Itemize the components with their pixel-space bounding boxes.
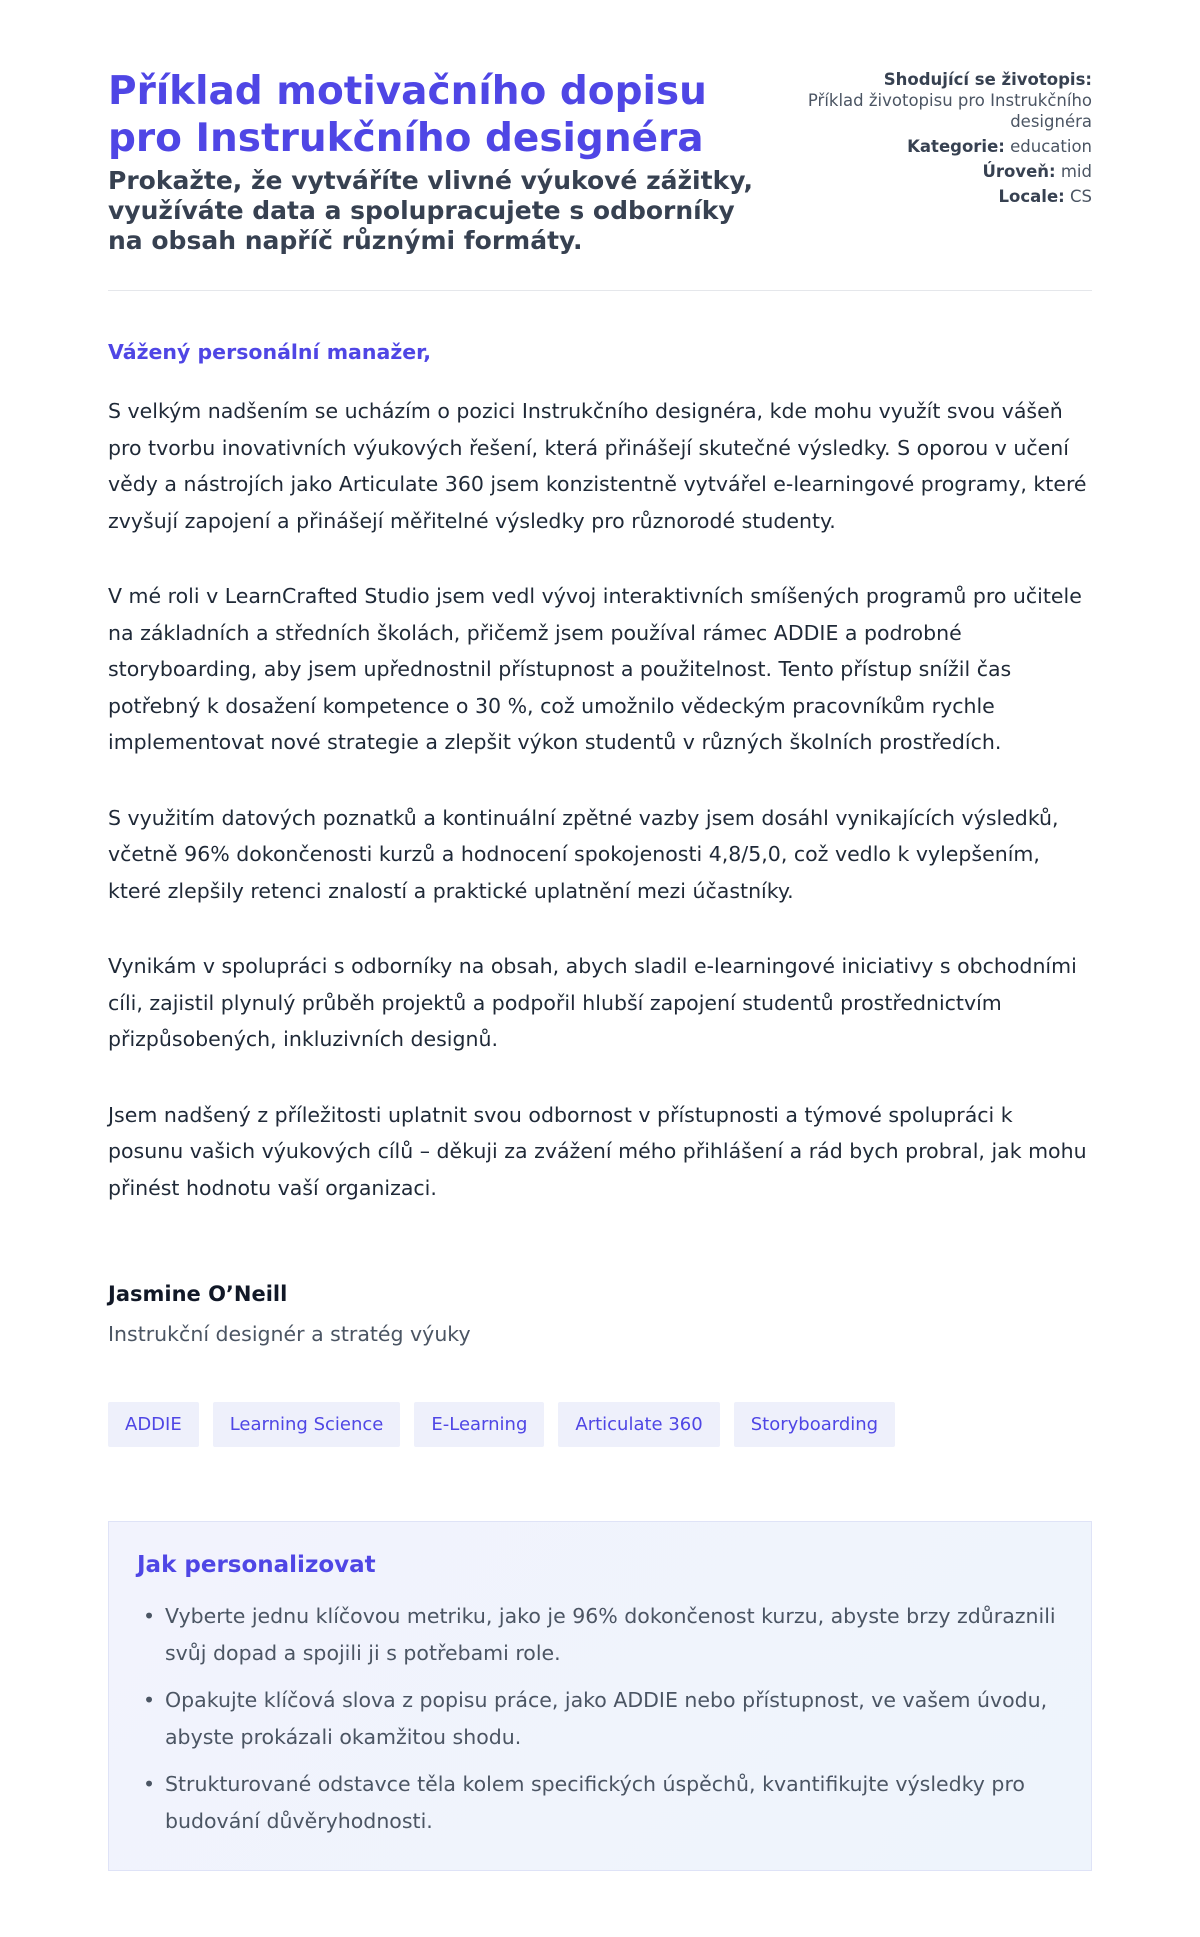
letter-paragraph: Jsem nadšený z příležitosti uplatnit svou odbornost v přístupnosti a týmové spolupráci k posunu vašich výukových cílů – děkuji za zvážení mého přihlášení a rád bych probral, jak mohu přinést hodnotu vaší organizaci.	[108, 1102, 1087, 1200]
signature-name: Jasmine O’Neill	[108, 1282, 288, 1306]
bullet-icon: •	[143, 1604, 156, 1628]
metadata-panel	[757, 68, 1092, 207]
meta-level-value: mid	[1060, 162, 1092, 181]
bullet-icon: •	[143, 1688, 156, 1712]
meta-locale-value: CS	[1070, 187, 1092, 206]
skill-tag: Storyboarding	[734, 1402, 895, 1447]
tip-item	[137, 1766, 1063, 1840]
letter-body	[108, 393, 1092, 1206]
page-subtitle: Prokažte, že vytváříte vlivné výukové zážitky, využíváte data a spolupracujete s odborníky na obsah napříč různými formáty.	[108, 166, 754, 255]
tip-text: Vyberte jednu klíčovou metriku, jako je 96% dokončenost kurzu, abyste brzy zdůraznili svůj dopad a spojili ji s potřebami role.	[165, 1604, 1056, 1665]
skill-tags	[108, 1402, 1092, 1447]
meta-resume	[757, 69, 1092, 132]
tip-text: Strukturované odstavce těla kolem specifických úspěchů, kvantifikujte výsledky pro budování důvěryhodnosti.	[165, 1772, 1025, 1833]
personalization-tips	[108, 1521, 1092, 1871]
letter-paragraph: S velkým nadšením se ucházím o pozici Instrukčního designéra, kde mohu využít svou vášeň pro tvorbu inovativních výukových řešení, která přinášejí skutečné výsledky. S oporou v učení vědy a nástrojích jako Articulate 360 jsem konzistentně vytvářel e-learningové programy, které zvyšují zapojení a přinášejí měřitelné výsledky pro různorodé studenty.	[108, 399, 1087, 533]
skill-tag: Articulate 360	[558, 1402, 719, 1447]
meta-locale-label: Locale:	[998, 187, 1065, 206]
skill-tag: E-Learning	[414, 1402, 544, 1447]
letter-paragraph: V mé roli v LearnCrafted Studio jsem vedl vývoj interaktivních smíšených programů pro učitele na základních a středních školách, přičemž jsem používal rámec ADDIE a podrobné storyboarding, aby jsem upřednostnil přístupnost a použitelnost. Tento přístup snížil čas potřebný k dosažení kompetence o 30 %, což umožnilo vědeckým pracovníkům rychle implementovat nové strategie a zlepšit výkon studentů v různých školních prostředích.	[108, 584, 1082, 754]
meta-category-label: Kategorie:	[907, 137, 1005, 156]
meta-level	[757, 161, 1092, 182]
meta-category	[757, 136, 1092, 157]
meta-category-value: education	[1010, 137, 1092, 156]
tip-text: Opakujte klíčová slova z popisu práce, jako ADDIE nebo přístupnost, ve vašem úvodu, abyste prokázali okamžitou shodu.	[165, 1688, 1048, 1749]
tips-list	[137, 1598, 1063, 1840]
skill-tag: ADDIE	[108, 1402, 199, 1447]
signature-title: Instrukční designér a stratég výuky	[108, 1322, 471, 1346]
letter-paragraph: S využitím datových poznatků a kontinuální zpětné vazby jsem dosáhl vynikajících výsledků, včetně 96% dokončenosti kurzů a hodnocení spokojenosti 4,8/5,0, což vedlo k vylepšením, které zlepšily retenci znalostí a praktické uplatnění mezi účastníky.	[108, 805, 1059, 903]
letter-salutation: Vážený personální manažer,	[108, 340, 432, 364]
letter-paragraph: Vynikám v spolupráci s odborníky na obsah, abych sladil e-learningové iniciativy s obchodními cíli, zajistil plynulý průběh projektů a podpořil hlubší zapojení studentů prostřednictvím přizpůsobených, inkluzivních designů.	[108, 954, 1077, 1051]
meta-level-label: Úroveň:	[982, 162, 1056, 181]
header-titles	[108, 68, 757, 256]
page-title: Příklad motivačního dopisu pro Instrukčního designéra	[108, 69, 707, 161]
skill-tag: Learning Science	[213, 1402, 401, 1447]
tip-item	[137, 1682, 1063, 1756]
tips-title: Jak personalizovat	[137, 1552, 376, 1578]
tip-item	[137, 1598, 1063, 1672]
page-header	[108, 68, 1092, 256]
meta-locale	[757, 186, 1092, 207]
meta-resume-value[interactable]: Příklad životopisu pro Instrukčního designéra	[807, 91, 1092, 131]
bullet-icon: •	[143, 1772, 156, 1796]
header-divider	[108, 290, 1092, 291]
meta-resume-label: Shodující se životopis:	[883, 70, 1092, 89]
